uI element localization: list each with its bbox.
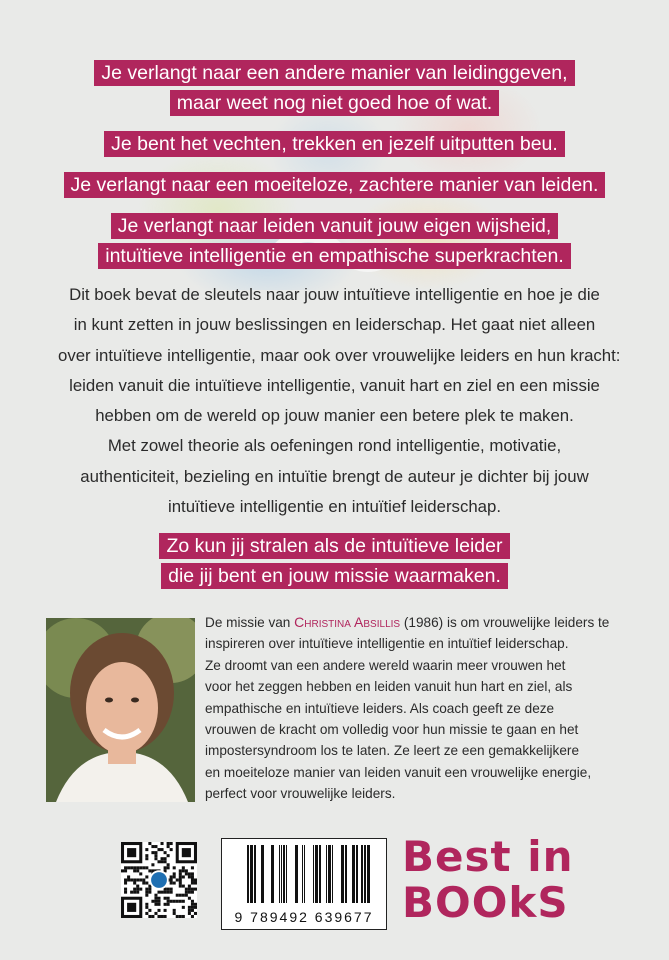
highlight-line: intuïtieve intelligentie en empathische superkrachten. <box>98 243 571 269</box>
author-photo <box>46 618 195 802</box>
highlight-line: Je verlangt naar een andere manier van leidinggeven, <box>94 60 574 86</box>
description-line: leiden vanuit die intuïtieve intelligentie, vanuit hart en ziel en een missie <box>69 375 600 395</box>
description-line: authenticiteit, bezieling en intuïtie brengt de auteur je dichter bij jouw <box>80 466 589 486</box>
bio-line: vrouwen de kracht om volledig voor hun missie te gaan en het <box>205 722 579 738</box>
closing-line-wrapper <box>0 531 669 561</box>
isbn-barcode <box>221 838 387 930</box>
highlight-group <box>0 58 669 118</box>
publisher-logo-line-1: Best in <box>402 832 574 881</box>
highlight-line: maar weet nog niet goed hoe of wat. <box>170 90 499 116</box>
highlight-line-wrapper <box>0 88 669 118</box>
highlight-line-wrapper <box>0 58 669 88</box>
description-line: Met zowel theorie als oefeningen rond intelligentie, motivatie, <box>107 436 562 456</box>
highlight-group <box>0 211 669 271</box>
bio-line: en moeiteloze manier van leiden vanuit een vrouwelijke energie, <box>205 764 592 780</box>
description-line: Dit boek bevat de sleutels naar jouw intuïtieve intelligentie en hoe je die <box>69 285 600 304</box>
bio-first-line-rest: (1986) is om vrouwelijke leiders te <box>400 615 610 630</box>
highlight-line: Je verlangt naar een moeiteloze, zachtere manier van leiden. <box>64 172 606 198</box>
closing-line: Zo kun jij stralen als de intuïtieve leider <box>159 533 509 559</box>
bio-line: voor het zeggen hebben en leiden vanuit hun hart en ziel, als <box>205 679 573 695</box>
bio-line: empathische en intuïtieve leiders. Als coach geeft ze deze <box>205 700 555 716</box>
highlight-blocks <box>0 58 669 282</box>
highlight-line: Je verlangt naar leiden vanuit jouw eigen wijsheid, <box>111 213 559 239</box>
closing-line-wrapper <box>0 561 669 591</box>
closing-statement <box>0 531 669 591</box>
bio-line: perfect voor vrouwelijke leiders. <box>205 786 396 802</box>
bio-first-line <box>205 612 635 633</box>
author-bio <box>205 612 635 805</box>
book-description <box>58 280 621 522</box>
publisher-logo <box>402 832 574 930</box>
qr-code <box>121 842 197 918</box>
description-line: hebben om de wereld op jouw manier een betere plek te maken. <box>95 406 574 426</box>
highlight-group <box>0 170 669 200</box>
bio-line: impostersyndroom los te laten. Ze leert ze een gemakkelijkere <box>205 743 580 759</box>
highlight-line-wrapper <box>0 211 669 241</box>
description-line: intuïtieve intelligentie en intuïtief leiderschap. <box>167 497 502 517</box>
highlight-line: Je bent het vechten, trekken en jezelf uitputten beu. <box>104 131 565 157</box>
publisher-logo-line-2: BOOkS <box>402 878 569 927</box>
closing-line: die jij bent en jouw missie waarmaken. <box>161 563 508 589</box>
description-line: in kunt zetten in jouw beslissingen en leiderschap. Het gaat niet alleen <box>73 315 596 335</box>
highlight-line-wrapper <box>0 170 669 200</box>
highlight-line-wrapper <box>0 129 669 159</box>
bio-line: inspireren over intuïtieve intelligentie en intuïtief leiderschap. <box>205 636 569 652</box>
bio-line: Ze droomt van een andere wereld waarin meer vrouwen het <box>205 657 566 673</box>
isbn-digits: 9 789492 639677 <box>234 909 374 925</box>
description-line: over intuïtieve intelligentie, maar ook over vrouwelijke leiders en hun kracht: <box>58 345 621 365</box>
highlight-group <box>0 129 669 159</box>
bio-prefix: De missie van <box>205 615 295 630</box>
author-name: Christina Absillis <box>294 614 401 630</box>
highlight-line-wrapper <box>0 241 669 271</box>
